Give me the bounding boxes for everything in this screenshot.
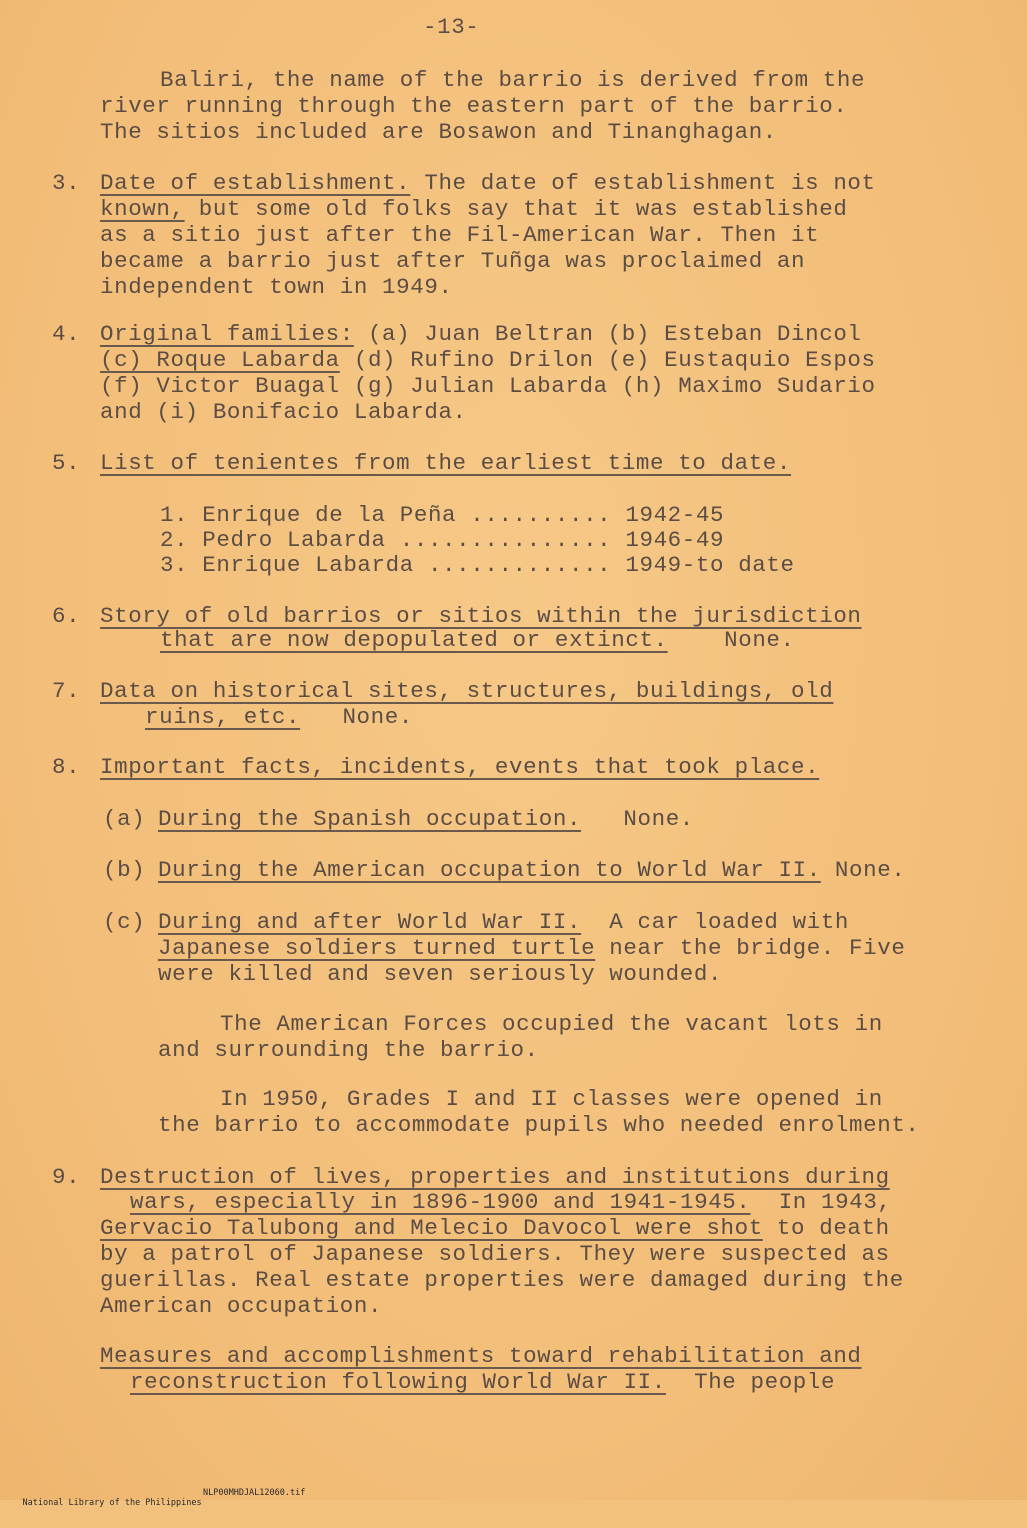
section-6-heading-line-2: that are now depopulated or extinct. bbox=[160, 627, 668, 653]
section-6-heading-line-1: Story of old barrios or sitios within the jurisdiction bbox=[100, 603, 862, 629]
teniente-list-item: 2. Pedro Labarda ............... 1946-49 bbox=[160, 527, 725, 553]
subsection-c-line-2: Japanese soldiers turned turtle near the bridge. Five bbox=[158, 935, 906, 961]
section-5-number: 5. bbox=[52, 450, 81, 476]
paragraph-grades-line-2: the barrio to accommodate pupils who needed enrolment. bbox=[158, 1112, 920, 1138]
section-9-line-5: guerillas. Real estate properties were damaged during the bbox=[100, 1267, 904, 1293]
subsection-a-label: (a) bbox=[103, 806, 146, 832]
section-4-heading: Original families: bbox=[100, 321, 354, 347]
section-3-heading: Date of establishment. bbox=[100, 170, 411, 196]
teniente-list-item: 1. Enrique de la Peña .......... 1942-45 bbox=[160, 502, 725, 528]
section-3-number: 3. bbox=[52, 170, 81, 196]
subsection-b-label: (b) bbox=[103, 857, 146, 883]
subsection-c-line-1: During and after World War II. A car loaded with bbox=[158, 909, 850, 935]
subsection-b-heading: During the American occupation to World War II. bbox=[158, 857, 821, 883]
paragraph-grades-line-1: In 1950, Grades I and II classes were opened in bbox=[220, 1086, 883, 1112]
section-4-line-3: (f) Victor Buagal (g) Julian Labarda (h) Maximo Sudario bbox=[100, 373, 876, 399]
section-7-heading-line-1: Data on historical sites, structures, buildings, old bbox=[100, 678, 834, 704]
section-7-heading-line-2: ruins, etc. bbox=[145, 704, 301, 730]
subsection-a bbox=[158, 806, 694, 832]
section-4-line-4: and (i) Bonifacio Labarda. bbox=[100, 399, 467, 425]
section-5-heading: List of tenientes from the earliest time to date. bbox=[100, 450, 792, 476]
section-6-line-2 bbox=[160, 627, 795, 653]
section-9-line-6: American occupation. bbox=[100, 1293, 383, 1319]
measures-line-2: reconstruction following World War II. The people bbox=[130, 1369, 836, 1395]
subsection-a-heading: During the Spanish occupation. bbox=[158, 806, 582, 832]
section-3-line-2: known, but some old folks say that it was established bbox=[100, 196, 848, 222]
footer-file-id: NLP00MHDJAL12060.tif bbox=[203, 1488, 306, 1498]
intro-line-3: The sitios included are Bosawon and Tinanghagan. bbox=[100, 119, 777, 145]
measures-heading-line-1: Measures and accomplishments toward rehabilitation and bbox=[100, 1343, 862, 1369]
subsection-a-answer: None. bbox=[623, 806, 694, 832]
section-9-heading-line-1: Destruction of lives, properties and institutions during bbox=[100, 1164, 890, 1190]
section-6-answer: None. bbox=[724, 627, 795, 653]
subsection-b-answer: None. bbox=[834, 857, 906, 883]
teniente-list-item: 3. Enrique Labarda ............. 1949-to date bbox=[160, 552, 795, 578]
section-4-line-2: (c) Roque Labarda (d) Rufino Drilon (e) Eustaquio Espos bbox=[100, 347, 876, 373]
section-3-line-1: Date of establishment. The date of establishment is not bbox=[100, 170, 876, 196]
intro-line-1: Baliri, the name of the barrio is derived from the bbox=[160, 67, 866, 93]
section-9-number: 9. bbox=[52, 1164, 81, 1190]
section-7-line-2 bbox=[145, 704, 413, 730]
subsection-c-label: (c) bbox=[103, 909, 146, 935]
section-6-number: 6. bbox=[52, 603, 81, 629]
section-9-line-4: by a patrol of Japanese soldiers. They were suspected as bbox=[100, 1241, 890, 1267]
intro-line-2: river running through the eastern part of the barrio. bbox=[100, 93, 848, 119]
section-9-line-3: Gervacio Talubong and Melecio Davocol were shot to death bbox=[100, 1215, 890, 1241]
paragraph-american-forces-line-2: and surrounding the barrio. bbox=[158, 1037, 539, 1063]
section-3-line-5: independent town in 1949. bbox=[100, 274, 453, 300]
section-4-line-1: Original families: (a) Juan Beltran (b) Esteban Dincol bbox=[100, 321, 862, 347]
section-7-number: 7. bbox=[52, 678, 81, 704]
section-8-heading: Important facts, incidents, events that took place. bbox=[100, 754, 820, 780]
subsection-c-heading: During and after World War II. bbox=[158, 909, 582, 935]
section-4-number: 4. bbox=[52, 321, 81, 347]
section-3-line-4: became a barrio just after Tuñga was proclaimed an bbox=[100, 248, 806, 274]
subsection-b bbox=[158, 857, 905, 883]
scan-footer bbox=[2, 1488, 306, 1528]
subsection-c-line-3: were killed and seven seriously wounded. bbox=[158, 961, 723, 987]
section-7-answer: None. bbox=[342, 704, 413, 730]
footer-library-name: National Library of the Philippines bbox=[22, 1498, 202, 1508]
paragraph-american-forces-line-1: The American Forces occupied the vacant lots in bbox=[220, 1011, 883, 1037]
section-8-number: 8. bbox=[52, 754, 81, 780]
section-3-line-3: as a sitio just after the Fil-American War. Then it bbox=[100, 222, 820, 248]
section-9-line-2: wars, especially in 1896-1900 and 1941-1945. In 1943, bbox=[130, 1189, 892, 1215]
page-number: -13- bbox=[423, 14, 480, 40]
